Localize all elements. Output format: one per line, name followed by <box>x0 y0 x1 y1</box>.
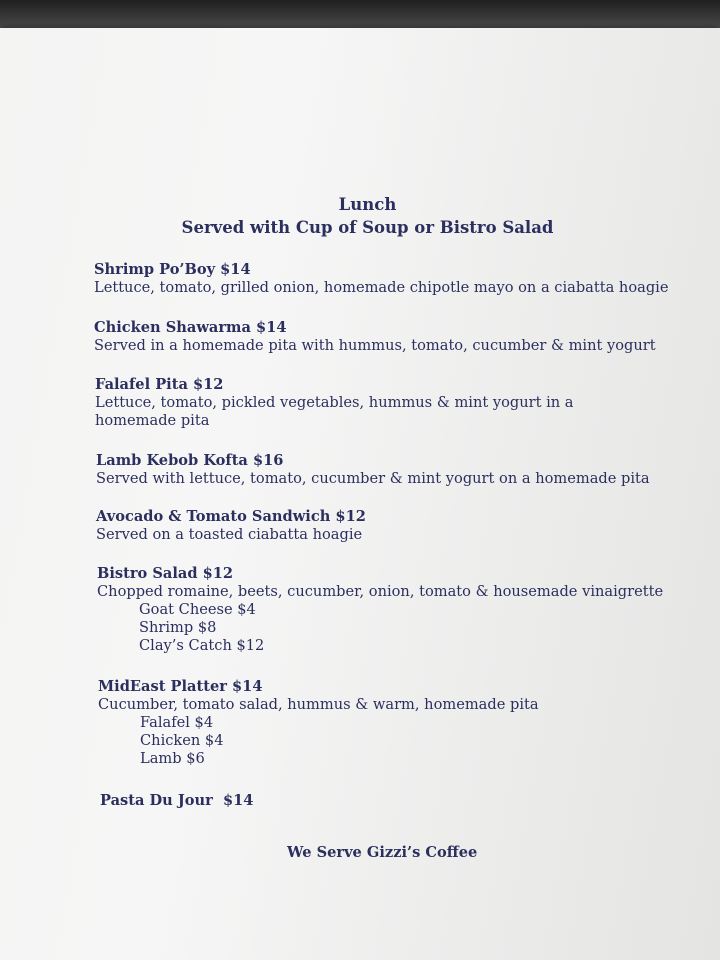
menu-title: Lunch <box>338 195 397 214</box>
item-name: Shrimp Po’Boy $14 <box>94 261 251 278</box>
item-name: MidEast Platter $14 <box>98 678 263 695</box>
item-name: Chicken Shawarma $14 <box>94 319 287 336</box>
item-name: Bistro Salad $12 <box>97 565 234 582</box>
item-description: Cucumber, tomato salad, hummus & warm, homemade pita <box>98 696 539 713</box>
addon-goat-cheese: Goat Cheese $4 <box>139 601 256 618</box>
item-description: Lettuce, tomato, pickled vegetables, hummus & mint yogurt in a homemade pita <box>95 394 574 429</box>
item-description: Served in a homemade pita with hummus, tomato, cucumber & mint yogurt <box>94 337 656 354</box>
addon-lamb: Lamb $6 <box>140 750 205 767</box>
menu-item-avocado-tomato-sandwich <box>96 508 720 544</box>
addon-chicken: Chicken $4 <box>140 732 224 749</box>
menu-item-lamb-kebob-kofta <box>96 452 720 488</box>
addon-shrimp: Shrimp $8 <box>139 619 217 636</box>
menu-item-bistro-salad <box>97 565 720 655</box>
menu-item-chicken-shawarma <box>94 319 720 355</box>
menu-item-shrimp-poboy <box>94 261 720 297</box>
item-name: Avocado & Tomato Sandwich $12 <box>96 508 366 525</box>
menu-footer: We Serve Gizzi’s Coffee <box>287 844 478 861</box>
item-description: Served on a toasted ciabatta hoagie <box>96 526 363 543</box>
item-name: Falafel Pita $12 <box>95 376 224 393</box>
item-description: Served with lettuce, tomato, cucumber & mint yogurt on a homemade pita <box>96 470 650 487</box>
menu-item-pasta-du-jour <box>100 792 720 810</box>
item-description: Lettuce, tomato, grilled onion, homemade chipotle mayo on a ciabatta hoagie <box>94 279 669 296</box>
menu-item-falafel-pita <box>95 376 635 430</box>
background-edge <box>0 0 720 30</box>
item-name: Lamb Kebob Kofta $16 <box>96 452 284 469</box>
menu-subtitle: Served with Cup of Soup or Bistro Salad <box>181 218 554 237</box>
menu-item-mideast-platter <box>98 678 720 768</box>
item-description: Chopped romaine, beets, cucumber, onion, tomato & housemade vinaigrette <box>97 583 664 600</box>
addon-clays-catch: Clay’s Catch $12 <box>139 637 265 654</box>
addon-falafel: Falafel $4 <box>140 714 214 731</box>
menu-page <box>0 28 720 960</box>
item-name: Pasta Du Jour $14 <box>100 792 254 809</box>
